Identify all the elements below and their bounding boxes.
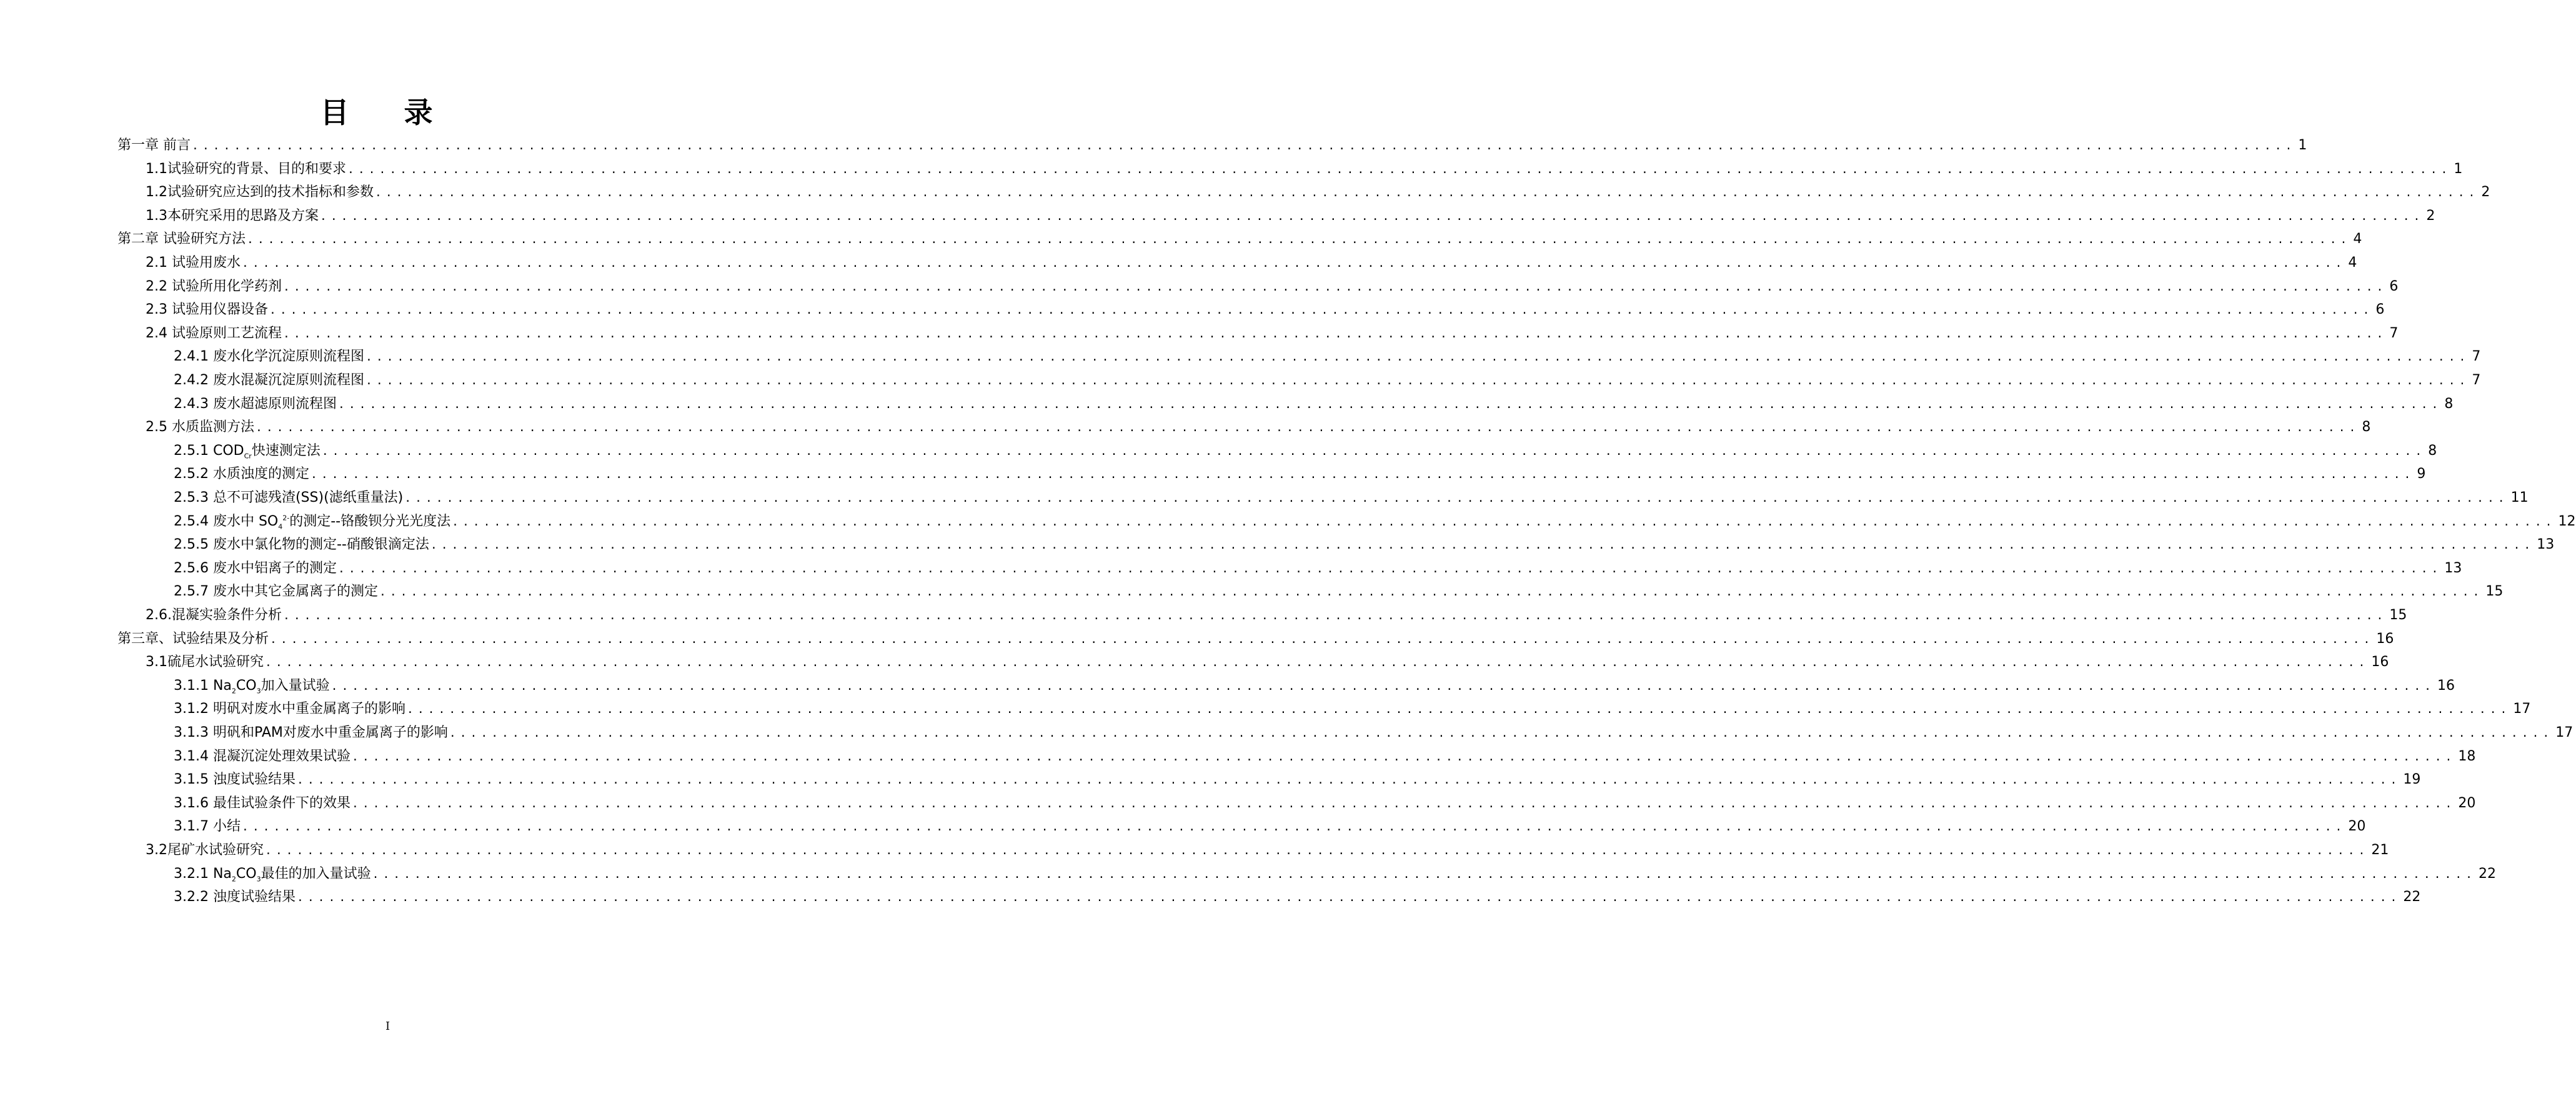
toc-entry-page-number: 1 [2454, 161, 2463, 177]
toc-entry-page-number: 6 [2389, 278, 2399, 294]
dot-leader: ........................................................................................................................................................................................................ [241, 257, 2346, 270]
toc-entry-page-number: 2 [2481, 184, 2490, 201]
toc-entry-page-number: 4 [2353, 231, 2362, 247]
toc-entry-label-part: 的测定--铬酸钡分光光度法 [289, 513, 451, 529]
toc-entry[interactable] [174, 747, 2476, 766]
toc-entry-page-number: 2 [2426, 207, 2435, 224]
dot-leader: ........................................................................................................................................................................................................ [347, 162, 2452, 176]
dot-leader: ........................................................................................................................................................................................................ [265, 656, 2369, 670]
page-title: 目 录 [320, 96, 455, 129]
toc-entry-page-number: 20 [2348, 819, 2366, 835]
dot-leader: ........................................................................................................................................................................................................ [331, 679, 2435, 693]
toc-entry-page-number: 22 [2403, 889, 2421, 905]
toc-entry-label: 3.1硫尾水试验研究 [146, 654, 264, 670]
toc-entry-label: 1.1试验研究的背景、目的和要求 [146, 161, 346, 177]
toc-entry-label: 3.1.3 明矾和PAM对废水中重金属离子的影响 [174, 725, 448, 740]
dot-leader: ........................................................................................................................................................................................................ [351, 750, 2456, 764]
dot-leader: ........................................................................................................................................................................................................ [247, 233, 2351, 247]
toc-entry-page-number: 12 [2558, 513, 2576, 529]
toc-entry-page-number: 6 [2375, 302, 2385, 318]
toc-entry-label-part: 最佳的加入量试验 [261, 865, 371, 882]
toc-entry-page-number: 7 [2389, 325, 2399, 341]
toc-entry-label: 2.5.7 废水中其它金属离子的测定 [174, 584, 378, 600]
toc-entry[interactable] [174, 512, 2576, 531]
toc-entry[interactable] [174, 442, 2437, 461]
toc-entry[interactable] [146, 841, 2389, 860]
toc-entry-label: 2.1 试验用废水 [146, 255, 241, 271]
toc-entry-page-number: 16 [2437, 677, 2455, 694]
toc-entry-page-number: 17 [2555, 725, 2574, 740]
toc-entry-label-part: 4 [278, 522, 283, 531]
toc-entry-label-part: 2.5.1 COD [174, 442, 244, 459]
toc-entry-page-number: 15 [2389, 607, 2407, 623]
toc-entry-label-part: 3.2.1 Na [174, 865, 232, 882]
toc-entry-label [174, 442, 322, 461]
dot-leader: ........................................................................................................................................................................................................ [282, 327, 2387, 341]
dot-leader: ........................................................................................................................................................................................................ [192, 139, 2296, 152]
toc-entry[interactable] [146, 324, 2399, 343]
toc-entry-page-number: 17 [2513, 701, 2531, 717]
toc-entry-label: 第二章 试验研究方法 [117, 231, 246, 247]
toc-entry-label-part: Cr [244, 452, 252, 461]
toc-entry[interactable] [146, 254, 2357, 272]
toc-entry-page-number: 15 [2485, 584, 2504, 600]
toc-entry-label: 2.5.5 废水中氯化物的测定--硝酸银滴定法 [174, 537, 429, 553]
toc-entry-page-number: 7 [2472, 372, 2481, 388]
toc-entry-label-part: 3.1.1 Na [174, 677, 232, 694]
dot-leader: ........................................................................................................................................................................................................ [365, 351, 2470, 364]
toc-entry-label: 第一章 前言 [117, 137, 191, 153]
toc-entry-page-number: 13 [2444, 560, 2462, 576]
toc-entry-label [174, 512, 452, 531]
toc-entry-label: 3.1.4 混凝沉淀处理效果试验 [174, 748, 351, 764]
toc-entry-page-number: 18 [2458, 748, 2476, 764]
toc-entry-label: 2.5.2 水质浊度的测定 [174, 466, 309, 482]
toc-entry[interactable] [146, 418, 2371, 437]
toc-entry[interactable] [146, 277, 2399, 296]
toc-entry-label: 3.2.2 浊度试验结果 [174, 889, 296, 905]
dot-leader: ........................................................................................................................................................................................................ [241, 820, 2346, 834]
dot-leader: ........................................................................................................................................................................................................ [406, 703, 2511, 717]
toc-entry-label: 2.2 试验所用化学药剂 [146, 278, 282, 294]
toc-entry[interactable] [174, 489, 2529, 507]
toc-entry-label-part: CO [236, 677, 257, 694]
toc-entry-page-number: 16 [2371, 654, 2389, 670]
toc-entry-page-number: 9 [2417, 466, 2426, 482]
toc-entry-label: 2.5.6 废水中铝离子的测定 [174, 560, 337, 576]
toc-entry[interactable] [146, 606, 2407, 625]
dot-leader: ........................................................................................................................................................................................................ [269, 304, 2374, 317]
toc-entry-label: 2.5.3 总不可滤残渣(SS)(滤纸重量法) [174, 490, 404, 506]
toc-entry-label: 3.1.6 最佳试验条件下的效果 [174, 795, 351, 811]
toc-entry[interactable] [174, 395, 2454, 414]
toc-entry-page-number: 13 [2537, 537, 2555, 553]
dot-leader: ........................................................................................................................................................................................................ [379, 585, 2484, 599]
toc-entry[interactable] [146, 183, 2490, 202]
toc-entry[interactable] [146, 301, 2385, 319]
dot-leader: ........................................................................................................................................................................................................ [296, 774, 2401, 787]
toc-entry-label: 2.6.混凝实验条件分析 [146, 607, 282, 623]
dot-leader: ........................................................................................................................................................................................................ [270, 632, 2374, 646]
toc-entry-label: 第三章、试验结果及分析 [117, 630, 269, 647]
toc-entry[interactable] [174, 559, 2462, 578]
dot-leader: ........................................................................................................................................................................................................ [351, 797, 2456, 810]
toc-entry-label: 2.5 水质监测方法 [146, 419, 254, 436]
dot-leader: ........................................................................................................................................................................................................ [372, 867, 2477, 881]
toc-entry-label: 3.1.5 浊度试验结果 [174, 772, 296, 788]
dot-leader: ........................................................................................................................................................................................................ [282, 280, 2387, 294]
toc-entry-label: 2.4.3 废水超滤原则流程图 [174, 396, 337, 412]
toc-entry[interactable] [174, 582, 2504, 601]
dot-leader: ........................................................................................................................................................................................................ [404, 492, 2509, 505]
toc-entry-page-number: 22 [2479, 865, 2497, 882]
toc-entry-label-part: CO [236, 865, 257, 882]
toc-entry-label [174, 865, 372, 884]
toc-entry[interactable] [146, 207, 2435, 226]
toc-entry-label: 2.4.1 废水化学沉淀原则流程图 [174, 349, 364, 365]
toc-entry-label-part: 3 [256, 874, 261, 883]
toc-entry-label-part: 3 [256, 687, 261, 695]
toc-entry-label [174, 677, 331, 695]
toc-entry-page-number: 16 [2376, 630, 2394, 647]
toc-entry[interactable] [174, 817, 2366, 836]
toc-entry-label-part: 2.5.4 废水中 SO [174, 513, 279, 529]
toc-entry[interactable] [174, 677, 2455, 695]
toc-entry-page-number: 11 [2510, 490, 2529, 506]
toc-entry-page-number: 19 [2403, 772, 2421, 788]
toc-entry-label-part: 2 [231, 687, 236, 695]
toc-entry[interactable] [174, 536, 2555, 554]
toc-entry[interactable] [174, 794, 2476, 813]
toc-entry[interactable] [117, 630, 2394, 649]
toc-entry[interactable] [174, 770, 2421, 789]
dot-leader: ........................................................................................................................................................................................................ [310, 468, 2415, 482]
page-number: I [385, 1020, 390, 1033]
toc-entry-label-part: 加入量试验 [261, 677, 330, 694]
toc-entry-label: 3.1.2 明矾对废水中重金属离子的影响 [174, 701, 405, 717]
toc-entry-page-number: 1 [2298, 137, 2307, 153]
dot-leader: ........................................................................................................................................................................................................ [255, 421, 2360, 435]
toc-entry-label: 1.3本研究采用的思路及方案 [146, 207, 319, 224]
dot-leader: ........................................................................................................................................................................................................ [282, 609, 2387, 622]
toc-entry-page-number: 21 [2371, 842, 2389, 858]
toc-entry-page-number: 4 [2348, 255, 2357, 271]
toc-entry[interactable] [174, 724, 2574, 742]
toc-entry[interactable] [146, 160, 2463, 179]
dot-leader: ........................................................................................................................................................................................................ [365, 374, 2470, 387]
toc-entry[interactable] [146, 653, 2389, 672]
toc-entry[interactable] [174, 371, 2481, 390]
toc-entry[interactable] [174, 347, 2481, 366]
toc-entry-label-part: 2 [231, 874, 236, 883]
dot-leader: ........................................................................................................................................................................................................ [337, 397, 2442, 411]
dot-leader: ........................................................................................................................................................................................................ [321, 444, 2426, 458]
toc-entry-page-number: 7 [2472, 349, 2481, 365]
toc-entry-label: 3.1.7 小结 [174, 819, 241, 835]
toc-entry[interactable] [117, 136, 2307, 155]
toc-entry-label: 2.4.2 废水混凝沉淀原则流程图 [174, 372, 364, 388]
toc-entry-label-part: 2- [282, 514, 290, 522]
dot-leader: ........................................................................................................................................................................................................ [337, 562, 2442, 575]
toc-entry-label: 2.4 试验原则工艺流程 [146, 325, 282, 341]
dot-leader: ........................................................................................................................................................................................................ [449, 727, 2554, 740]
toc-entry[interactable] [174, 465, 2426, 484]
dot-leader: ........................................................................................................................................................................................................ [430, 539, 2535, 552]
dot-leader: ........................................................................................................................................................................................................ [265, 844, 2369, 857]
toc-entry-label: 2.3 试验用仪器设备 [146, 302, 268, 318]
toc-entry-label-part: 快速测定法 [251, 442, 321, 459]
toc-entry-page-number: 20 [2458, 795, 2476, 811]
toc-entry-page-number: 8 [2362, 419, 2371, 436]
toc-entry[interactable] [174, 888, 2421, 907]
dot-leader: ........................................................................................................................................................................................................ [375, 186, 2479, 200]
toc-entry[interactable] [174, 865, 2497, 884]
dot-leader: ........................................................................................................................................................................................................ [296, 891, 2401, 905]
toc-entry-label: 3.2尾矿水试验研究 [146, 842, 264, 858]
dot-leader: ........................................................................................................................................................................................................ [452, 515, 2556, 529]
toc-entry[interactable] [117, 230, 2362, 249]
dot-leader: ........................................................................................................................................................................................................ [320, 209, 2424, 223]
toc-entry-page-number: 8 [2428, 442, 2437, 459]
toc-entry-label: 1.2试验研究应达到的技术指标和参数 [146, 184, 374, 201]
toc-entry[interactable] [174, 700, 2531, 719]
toc-entry-page-number: 8 [2444, 396, 2454, 412]
